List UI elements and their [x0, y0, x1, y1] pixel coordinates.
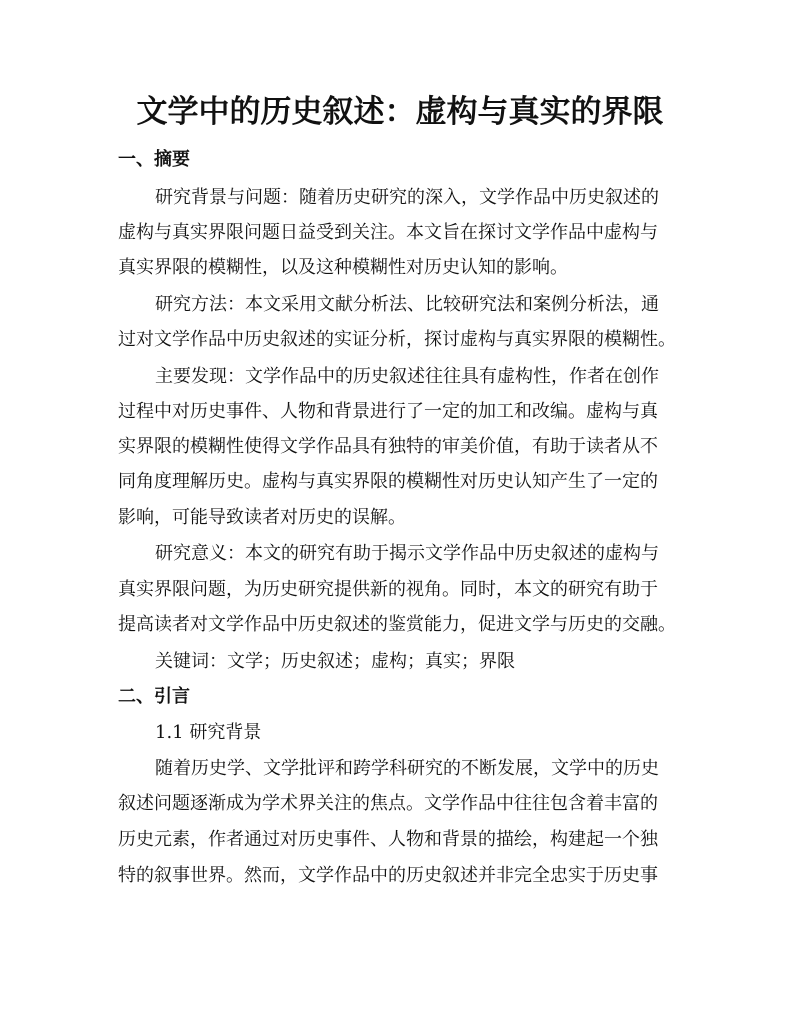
- abstract-para3-line4: 同角度理解历史。虚构与真实界限的模糊性对历史认知产生了一定的: [118, 471, 658, 492]
- intro-para1-line3: 历史元素，作者通过对历史事件、人物和背景的描绘，构建起一个独: [118, 829, 658, 850]
- abstract-para1-line3: 真实界限的模糊性，以及这种模糊性对历史认知的影响。: [118, 257, 568, 278]
- intro-para1-line4: 特的叙事世界。然而，文学作品中的历史叙述并非完全忠实于历史事: [118, 865, 658, 886]
- intro-subheading: 1.1 研究背景: [155, 722, 262, 743]
- intro-para1-line2: 叙述问题逐渐成为学术界关注的焦点。文学作品中往往包含着丰富的: [118, 793, 658, 814]
- abstract-para4-line1: 研究意义：本文的研究有助于揭示文学作品中历史叙述的虚构与: [155, 543, 659, 564]
- abstract-para2-line1: 研究方法：本文采用文献分析法、比较研究法和案例分析法，通: [155, 294, 659, 315]
- abstract-para3-line2: 过程中对历史事件、人物和背景进行了一定的加工和改编。虚构与真: [118, 401, 658, 422]
- abstract-para4-line3: 提高读者对文学作品中历史叙述的鉴赏能力，促进文学与历史的交融。: [118, 614, 676, 635]
- intro-heading: 二、引言: [118, 686, 190, 707]
- abstract-para3-line5: 影响，可能导致读者对历史的误解。: [118, 507, 406, 528]
- abstract-para3-line3: 实界限的模糊性使得文学作品具有独特的审美价值，有助于读者从不: [118, 436, 658, 457]
- abstract-heading: 一、摘要: [118, 149, 190, 170]
- abstract-para4-line2: 真实界限问题，为历史研究提供新的视角。同时，本文的研究有助于: [118, 579, 658, 600]
- abstract-para1-line1: 研究背景与问题：随着历史研究的深入，文学作品中历史叙述的: [155, 187, 659, 208]
- abstract-para2-line2: 过对文学作品中历史叙述的实证分析，探讨虚构与真实界限的模糊性。: [118, 329, 676, 350]
- document-title: 文学中的历史叙述：虚构与真实的界限: [136, 94, 664, 130]
- abstract-para1-line2: 虚构与真实界限问题日益受到关注。本文旨在探讨文学作品中虚构与: [118, 222, 658, 243]
- intro-para1-line1: 随着历史学、文学批评和跨学科研究的不断发展，文学中的历史: [155, 758, 659, 779]
- abstract-para3-line1: 主要发现：文学作品中的历史叙述往往具有虚构性，作者在创作: [155, 366, 659, 387]
- keywords-line: 关键词：文学；历史叙述；虚构；真实；界限: [155, 651, 515, 672]
